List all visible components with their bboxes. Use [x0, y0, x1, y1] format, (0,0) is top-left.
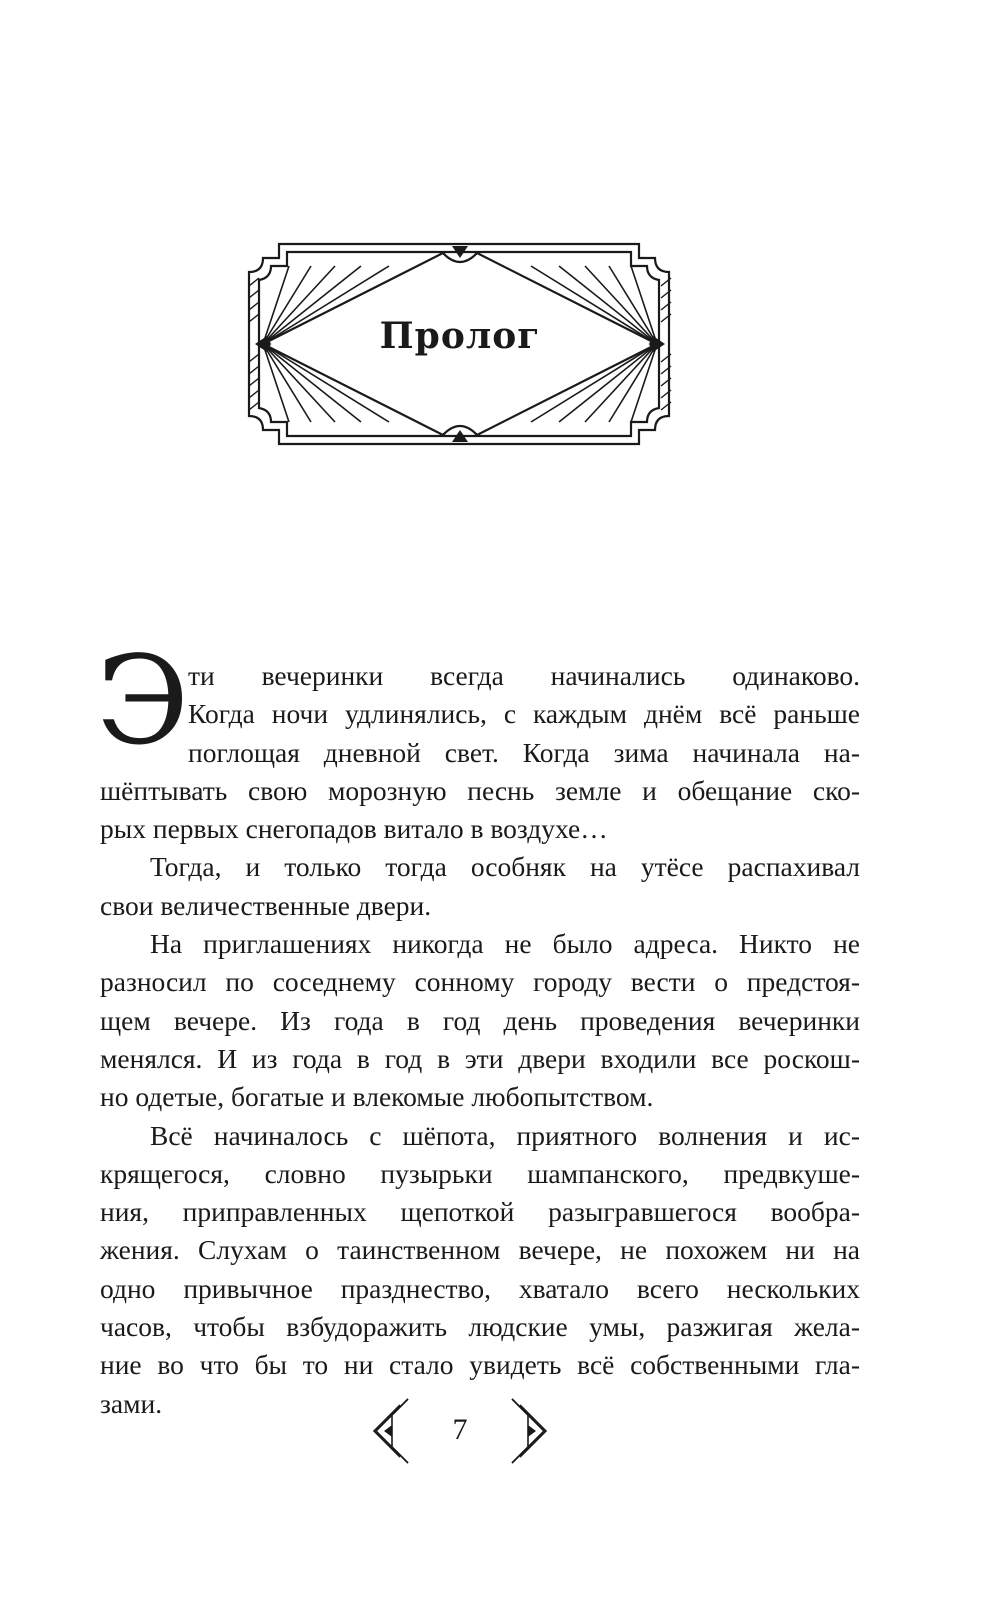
text-line: одно привычное празднество, хватало всего нескольких: [100, 1272, 860, 1304]
drop-cap: Э: [96, 630, 190, 772]
text-line: часов, чтобы взбудоражить людские умы, разжигая жела-: [100, 1311, 860, 1343]
text-line: но одетые, богатые и влекомые любопытством.: [100, 1081, 654, 1113]
page-footer: [370, 1395, 550, 1467]
text-line: крящегося, словно пузырьки шампанского, предвкуше-: [100, 1157, 860, 1189]
chapter-title: Пролог: [379, 315, 541, 357]
text-line: свои величественные двери.: [100, 889, 432, 921]
text-line: шёптывать свою морозную песнь земле и обещание ско-: [100, 774, 860, 806]
text-line: Когда ночи удлинялись, с каждым днём всё раньше: [188, 698, 860, 730]
text-line: На приглашениях никогда не было адреса. Никто не: [150, 928, 860, 960]
text-line: ния, приправленных щепоткой разыгравшегося вообра-: [100, 1196, 860, 1228]
text-line: зами.: [100, 1387, 163, 1419]
text-line: поглощая дневной свет. Когда зима начинала на-: [188, 736, 860, 768]
body-text: [100, 657, 860, 1423]
chapter-heading-frame: [245, 238, 675, 450]
text-line: щем вечере. Из года в год день проведения вечеринки: [100, 1004, 860, 1036]
text-line: Тогда, и только тогда особняк на утёсе распахивал: [150, 851, 860, 883]
text-line: Всё начиналось с шёпота, приятного волнения и ис-: [150, 1119, 860, 1151]
text-line: менялся. И из года в год в эти двери входили все роскош-: [100, 1042, 860, 1074]
page-number: 7: [452, 1413, 468, 1446]
text-line: ние во что бы то ни стало увидеть всё собственными гла-: [100, 1349, 860, 1381]
text-line: рых первых снегопадов витало в воздухе…: [100, 813, 608, 845]
text-line: ти вечеринки всегда начинались одинаково.: [188, 660, 860, 691]
text-line: жения. Слухам о таинственном вечере, не похожем ни на: [100, 1234, 860, 1266]
text-line: разносил по соседнему сонному городу вести о предстоя-: [100, 966, 860, 998]
